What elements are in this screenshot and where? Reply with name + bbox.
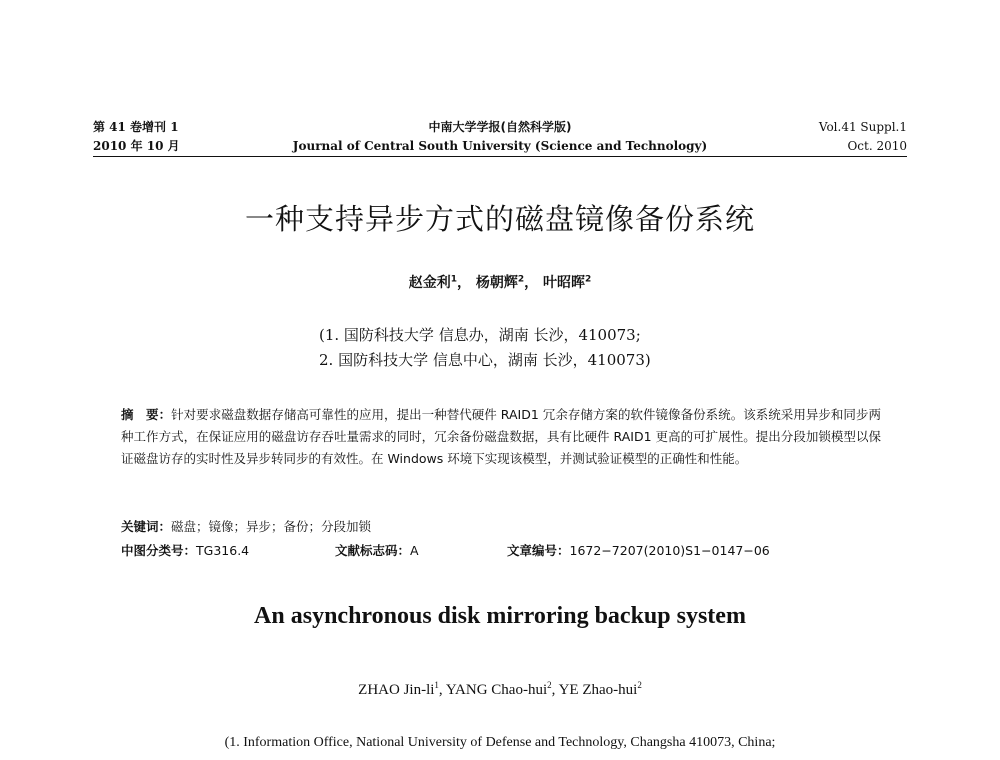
author-separator: ， xyxy=(456,275,471,291)
volume-issue: 第 41 卷增刊 1 xyxy=(93,120,179,134)
journal-name-cn: 中南大学学报(自然科学版) xyxy=(428,120,572,134)
author-cn: 赵金利 xyxy=(408,275,451,291)
authors-cn xyxy=(0,272,1000,292)
author-en: YANG Chao-hui xyxy=(445,682,548,698)
author-cn: 杨朝辉 xyxy=(475,275,518,291)
article-number xyxy=(507,541,770,559)
header-divider xyxy=(93,156,907,157)
journal-volume-info-en xyxy=(819,118,907,156)
keywords-label: 关键词： xyxy=(121,519,172,534)
volume-issue-en: Vol.41 Suppl.1 xyxy=(818,120,907,134)
paper-title-en: An asynchronous disk mirroring backup system xyxy=(254,603,746,629)
author-affil-marker: 2 xyxy=(517,274,525,285)
keywords-cn xyxy=(121,517,371,535)
clc-label: 中图分类号： xyxy=(121,543,197,558)
document-code xyxy=(335,541,419,559)
doc-code-value: A xyxy=(410,543,419,558)
abstract-text: 针对要求磁盘数据存储高可靠性的应用，提出一种替代硬件 RAID1 冗余存储方案的软件镜像备份系统。该系统采用异步和同步两种工作方式，在保证应用的磁盘访存吞吐量需求的同时，冗余备份磁盘数据，具有比硬件 RAID1 更高的可扩展性。提出分段加锁模型以保证磁盘访存的实时性及异步转同步的有效性。在 Windows 环境下实现该模型，并测试验证模型的正确性和性能。 xyxy=(121,407,881,466)
author-affil-marker: 2 xyxy=(585,274,592,285)
affiliation-cn: (1. 国防科技大学 信息办，湖南 长沙，410073; xyxy=(319,326,641,344)
author-affil-marker: 2 xyxy=(637,680,642,690)
affiliation-en: (1. Information Office, National University of Defense and Technology, Changsha 410073, China; xyxy=(224,735,776,750)
article-number-label: 文章编号： xyxy=(507,543,570,558)
abstract-cn xyxy=(121,404,881,470)
author-en: ZHAO Jin-li xyxy=(358,682,435,698)
clc-number xyxy=(121,541,249,559)
paper-title-cn: 一种支持异步方式的磁盘镜像备份系统 xyxy=(244,202,755,236)
author-en: YE Zhao-hui xyxy=(558,682,638,698)
doc-code-label: 文献标志码： xyxy=(335,543,411,558)
clc-value: TG316.4 xyxy=(196,543,250,558)
author-affil-marker: 2 xyxy=(547,680,552,690)
author-affil-marker: 1 xyxy=(434,680,439,690)
author-affil-marker: 1 xyxy=(450,274,457,285)
publication-date-en: Oct. 2010 xyxy=(847,139,907,153)
author-separator: ， xyxy=(524,275,539,291)
publication-date: 2010 年 10 月 xyxy=(93,139,180,153)
authors-en xyxy=(0,680,1000,699)
abstract-label: 摘 要： xyxy=(121,407,172,422)
author-cn: 叶昭晖 xyxy=(543,275,585,291)
author-separator: , xyxy=(551,682,559,698)
article-number-value: 1672−7207(2010)S1−0147−06 xyxy=(569,543,770,558)
keywords-text: 磁盘；镜像；异步；备份；分段加锁 xyxy=(171,519,372,534)
journal-name-en: Journal of Central South University (Science and Technology) xyxy=(292,139,708,153)
affiliation-cn: 2. 国防科技大学 信息中心，湖南 长沙，410073) xyxy=(319,351,651,369)
affiliations-cn xyxy=(319,323,651,373)
author-separator: , xyxy=(438,682,446,698)
